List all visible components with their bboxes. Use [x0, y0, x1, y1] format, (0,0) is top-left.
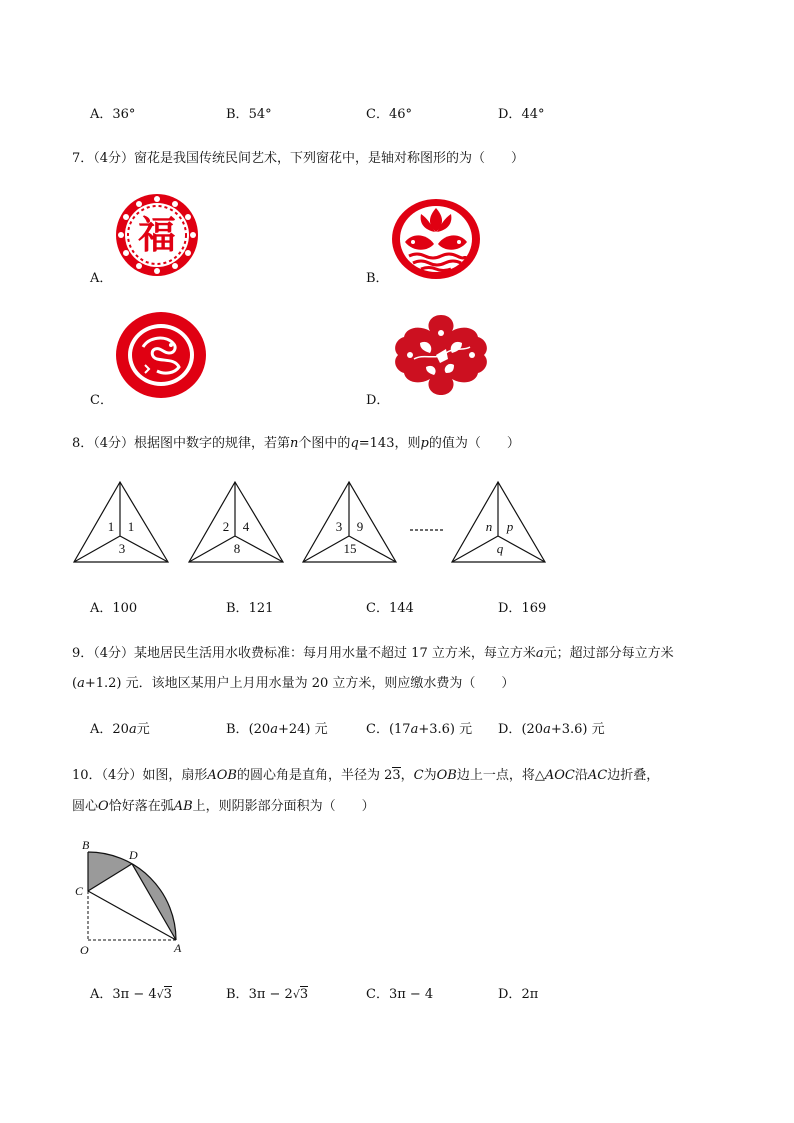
- q6-option-b[interactable]: B．54°: [226, 107, 272, 122]
- papercut-fu-image[interactable]: [115, 193, 199, 277]
- papercut-lotus-fish-image[interactable]: [391, 198, 481, 280]
- fig3-bottom: 15: [343, 541, 357, 556]
- q7-label-a[interactable]: A．: [90, 271, 113, 286]
- q8-option-d[interactable]: D．169: [498, 601, 547, 616]
- shaded-region-top: [88, 852, 132, 891]
- label-o: O: [80, 943, 89, 957]
- fig-n-bottom: q: [496, 541, 504, 556]
- q8-stem: 8．（4分）根据图中数字的规律，若第n个图中的q=143，则p的值为（ ）: [72, 436, 520, 451]
- label-b: B: [82, 838, 90, 852]
- q9-option-b[interactable]: B．(20a+24) 元: [226, 722, 328, 737]
- fig1-right: 1: [127, 519, 135, 534]
- fig-n-left: n: [485, 519, 493, 534]
- q10-option-d[interactable]: D．2π: [498, 987, 539, 1002]
- q6-option-a[interactable]: A．36°: [90, 107, 136, 122]
- fig3-left: 3: [335, 519, 343, 534]
- label-a: A: [174, 941, 182, 955]
- papercut-ornate-image[interactable]: [390, 313, 492, 397]
- q6-option-d[interactable]: D．44°: [498, 107, 545, 122]
- q7-label-b[interactable]: B．: [366, 271, 389, 286]
- q10-stem-line1: 10．（4分）如图，扇形AOB的圆心角是直角，半径为 23，C为OB边上一点，将△AOC沿AC边折叠，: [72, 768, 660, 783]
- fig2-bottom: 8: [233, 541, 241, 556]
- q6-option-c[interactable]: C．46°: [366, 107, 412, 122]
- fig1-left: 1: [107, 519, 115, 534]
- q7-stem: 7．（4分）窗花是我国传统民间艺术，下列窗花中，是轴对称图形的为（ ）: [72, 151, 525, 166]
- fig3-right: 9: [356, 519, 364, 534]
- fu-character: 福: [137, 213, 177, 257]
- segment-da: [132, 864, 176, 940]
- q9-stem-line1: 9．（4分）某地居民生活用水收费标准：每月用水量不超过 17 立方米，每立方米a元；超过部分每立方米: [72, 646, 674, 661]
- q8-triangle-pattern-figure: [70, 478, 550, 566]
- fig-n-right: p: [506, 519, 514, 534]
- q10-option-b[interactable]: B．3π − 2√3: [226, 987, 309, 1002]
- q9-stem-line2: (a+1.2) 元．该地区某用户上月用水量为 20 立方米，则应缴水费为（ ）: [72, 676, 515, 691]
- label-d: D: [129, 848, 138, 862]
- label-c: C: [75, 884, 84, 898]
- fig2-right: 4: [242, 519, 250, 534]
- q8-option-c[interactable]: C．144: [366, 601, 414, 616]
- q7-label-c[interactable]: C．: [90, 393, 113, 408]
- q8-option-a[interactable]: A．100: [90, 601, 138, 616]
- fig1-bottom: 3: [118, 541, 126, 556]
- q9-option-d[interactable]: D．(20a+3.6) 元: [498, 722, 605, 737]
- q10-stem-line2: 圆心O恰好落在弧AB上，则阴影部分面积为（ ）: [72, 799, 375, 814]
- q10-option-a[interactable]: A．3π − 4√3: [90, 987, 172, 1002]
- fig2-left: 2: [222, 519, 230, 534]
- papercut-dragon-image[interactable]: [115, 311, 207, 399]
- q10-option-c[interactable]: C．3π − 4: [366, 987, 434, 1002]
- q9-option-c[interactable]: C．(17a+3.6) 元: [366, 722, 473, 737]
- q9-option-a[interactable]: A．20a元: [90, 722, 150, 737]
- q8-option-b[interactable]: B．121: [226, 601, 274, 616]
- q10-sector-figure: [74, 835, 186, 959]
- q7-label-d[interactable]: D．: [366, 393, 390, 408]
